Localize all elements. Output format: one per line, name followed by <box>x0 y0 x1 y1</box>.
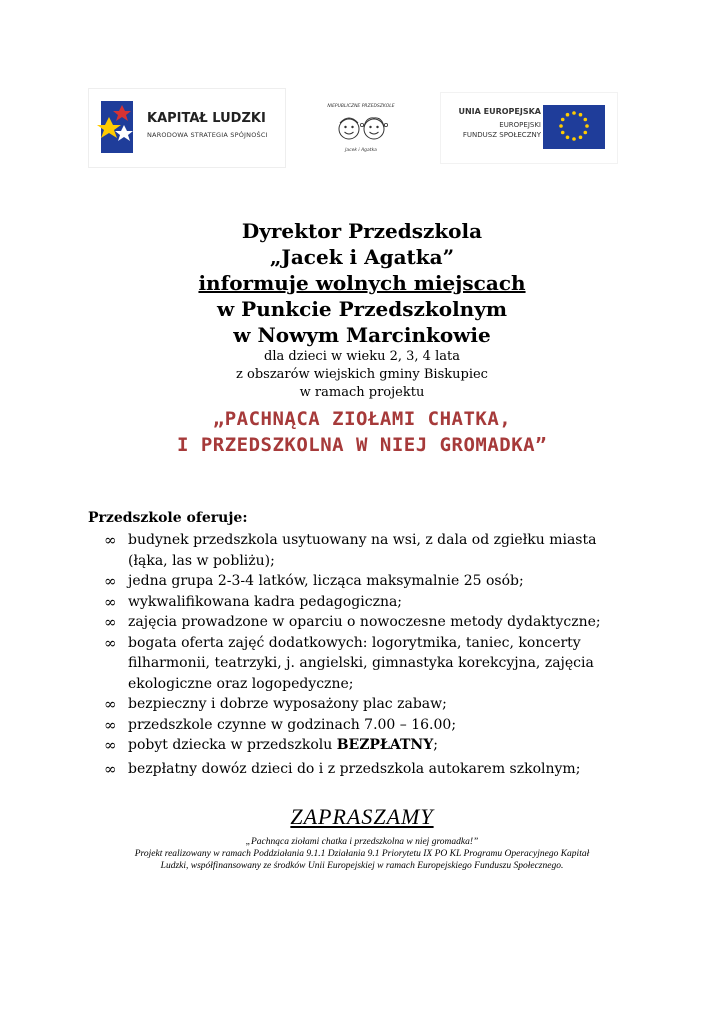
list-item <box>88 612 648 633</box>
heading-line4: w Punkcie Przedszkolnym <box>217 297 507 321</box>
list-item <box>88 571 648 592</box>
kapital-ludzki-subtitle: NARODOWA STRATEGIA SPÓJNOŚCI <box>147 131 268 139</box>
list-item-continuation <box>88 551 648 572</box>
announcement-heading <box>0 218 724 458</box>
eu-logo-title: UNIA EUROPEJSKA <box>458 107 541 116</box>
przedszkole-logo <box>322 96 400 162</box>
list-item-continuation <box>88 674 648 695</box>
list-item-text: filharmonii, teatrzyki, j. angielski, gimnastyka korekcyjna, zajęcia <box>128 655 594 671</box>
heading-line5: w Nowym Marcinkowie <box>233 323 491 347</box>
offer-list <box>88 530 648 779</box>
offer-title: Przedszkole oferuje: <box>88 510 248 526</box>
footer-line2: Projekt realizowany w ramach Poddziałania 9.1.1 Działania 9.1 Priorytetu IX PO KL Programu Operacyjnego Kapitał <box>134 849 590 859</box>
list-item-text: budynek przedszkola usytuowany na wsi, z dala od zgiełku miasta <box>128 532 597 548</box>
list-item <box>88 530 648 551</box>
przedszkole-logo-bottom-text: Jacek i Agatka <box>345 148 377 153</box>
list-item-text: pobyt dziecka w przedszkolu <box>128 737 337 753</box>
heading-project-intro: w ramach projektu <box>299 385 425 400</box>
list-item <box>88 735 648 756</box>
heading-line1: Dyrektor Przedszkola <box>241 219 483 243</box>
heading-line2: „Jacek i Agatka” <box>269 245 455 269</box>
kapital-ludzki-title: KAPITAŁ LUDZKI <box>147 111 266 126</box>
infinity-bullet-icon: ∞ <box>104 531 117 549</box>
list-item-text: (łąka, las w pobliżu); <box>128 552 275 569</box>
project-name-line2: I PRZEDSZKOLNA W NIEJ GROMADKA” <box>176 434 548 456</box>
list-item <box>88 694 648 715</box>
footer-line3: Ludzki, współfinansowany ze środków Unii Europejskiej w ramach Europejskiego Funduszu Społecznego. <box>160 861 564 871</box>
kapital-ludzki-logo <box>88 88 286 168</box>
list-item-text: przedszkole czynne w godzinach 7.00 – 16.00; <box>128 716 457 733</box>
eu-flag-icon <box>543 105 605 149</box>
list-item-text: wykwalifikowana kadra pedagogiczna; <box>128 593 403 610</box>
invite-text: ZAPRASZAMY <box>290 804 434 829</box>
list-item-text: ; <box>433 737 438 753</box>
infinity-bullet-icon: ∞ <box>104 613 117 631</box>
infinity-bullet-icon: ∞ <box>104 695 117 713</box>
list-item <box>88 715 648 736</box>
list-item-text: bezpieczny i dobrze wyposażony plac zabaw; <box>128 696 447 712</box>
project-name-line1: „PACHNĄCA ZIOŁAMI CHATKA, <box>212 408 512 430</box>
eu-logo-line1: EUROPEJSKI <box>499 121 541 129</box>
free-of-charge-emphasis: BEZPŁATNY <box>336 737 434 753</box>
list-item <box>88 633 648 654</box>
offer-section <box>88 508 648 779</box>
list-item-text: bogata oferta zajęć dodatkowych: logorytmika, taniec, koncerty <box>128 634 581 651</box>
eu-logo <box>440 92 618 164</box>
infinity-bullet-icon: ∞ <box>104 633 117 652</box>
heading-age-range: dla dzieci w wieku 2, 3, 4 lata <box>264 349 460 364</box>
list-item-continuation <box>88 653 648 674</box>
infinity-bullet-icon: ∞ <box>104 736 117 754</box>
list-item <box>88 759 648 780</box>
heading-area: z obszarów wiejskich gminy Biskupiec <box>236 367 488 382</box>
infinity-bullet-icon: ∞ <box>104 572 117 590</box>
logo-strip <box>0 88 724 168</box>
footer-note <box>88 836 636 872</box>
list-item-text: zajęcia prowadzone w oparciu o nowoczesne metody dydaktyczne; <box>128 614 601 630</box>
eu-logo-line2: FUNDUSZ SPOŁECZNY <box>462 131 541 139</box>
infinity-bullet-icon: ∞ <box>104 715 117 734</box>
footer-line1: „Pachnąca ziołami chatka i przedszkolna w niej gromadka!” <box>245 837 479 847</box>
list-item <box>88 592 648 613</box>
children-faces-icon <box>322 109 400 149</box>
heading-line3: informuje wolnych miejscach <box>198 271 526 295</box>
przedszkole-logo-top-text: NIEPUBLICZNE PRZEDSZKOLE <box>327 104 395 109</box>
kapital-ludzki-mark-icon <box>95 97 143 157</box>
list-item-text: bezpłatny dowóz dzieci do i z przedszkola autokarem szkolnym; <box>128 760 581 777</box>
list-item-text: ekologiczne oraz logopedyczne; <box>128 675 354 692</box>
list-item-text: jedna grupa 2-3-4 latków, licząca maksymalnie 25 osób; <box>128 573 524 589</box>
infinity-bullet-icon: ∞ <box>104 592 117 611</box>
infinity-bullet-icon: ∞ <box>104 759 117 778</box>
